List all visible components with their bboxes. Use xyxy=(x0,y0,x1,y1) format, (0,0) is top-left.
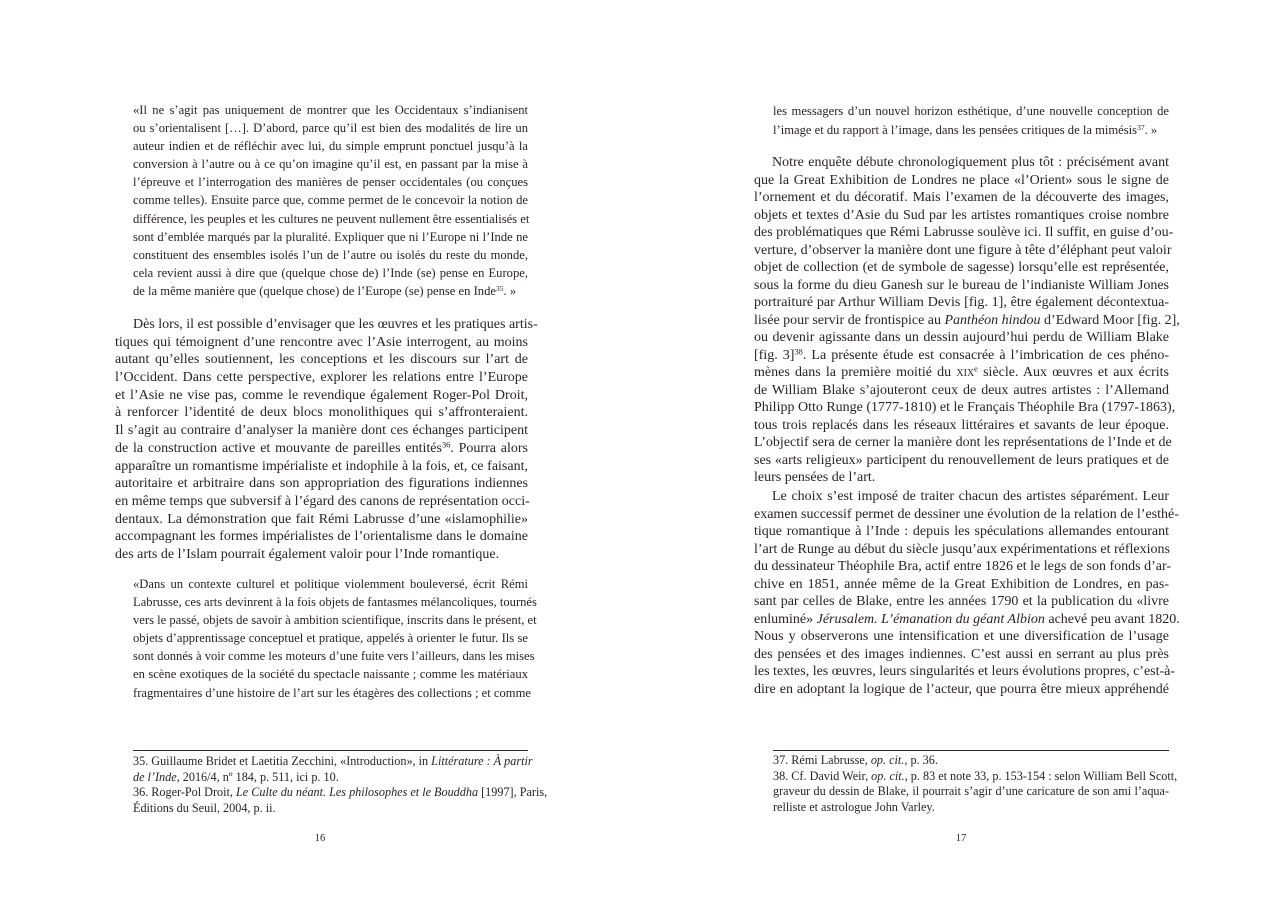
text-line xyxy=(133,575,528,593)
italic-text: Le Culte du néant. Les philosophes et le Bouddha xyxy=(236,785,479,800)
text-line xyxy=(133,593,537,611)
text-line xyxy=(754,663,1176,681)
superscript: e xyxy=(974,364,978,374)
text-run: examen successif permet de dessiner une évolution de la relation de l’esthé- xyxy=(754,506,1179,522)
text-run: 35. Guillaume Bridet et Laetitia Zecchini, «Introduction», in xyxy=(133,754,432,768)
text-line xyxy=(754,347,1169,365)
text-run: objets d’apprentissage conceptuel et pratique, appelés à orienter le futur. Ils se xyxy=(133,631,528,646)
text-run: en scène exotiques de la société du spectacle naissante ; comme les matériaux xyxy=(133,667,528,682)
text-run: «Dans un contexte culturel et politique violemment bouleversé, écrit Rémi xyxy=(133,577,528,591)
text-run: accompagnant les formes impérialistes de l’orientalisme dans le domaine xyxy=(115,529,528,545)
text-line xyxy=(754,469,1169,487)
text-line xyxy=(754,646,1169,664)
text-run: que la Great Exhibition de Londres ne place «l’Orient» sous le signe de xyxy=(754,172,1169,188)
text-line xyxy=(133,155,528,173)
text-run: [fig. 3] xyxy=(754,347,795,363)
text-line xyxy=(754,611,1180,629)
text-run: de William Blake s’ajouteront ceux de deux autres artistes : l’Allemand xyxy=(754,382,1169,398)
footnote-line xyxy=(133,754,533,770)
text-run: Éditions du Seuil, 2004, p. ii. xyxy=(133,801,276,816)
text-run: dentaux. La démonstration que fait Rémi Labrusse d’une «islamophilie» xyxy=(115,511,528,527)
italic-text: op. cit. xyxy=(871,768,905,783)
text-run: Nous y observerons une intensification et une diversification de l’usage xyxy=(754,629,1169,644)
text-line xyxy=(754,434,1172,452)
text-line xyxy=(115,493,528,511)
text-line xyxy=(133,191,528,209)
text-line xyxy=(754,541,1169,559)
text-line xyxy=(133,210,528,228)
text-line xyxy=(773,121,1169,140)
text-line xyxy=(754,259,1169,277)
text-run: [1997], Paris, xyxy=(478,785,548,800)
text-run: sont donnés à voir comme les moteurs d’une fuite vers l’ailleurs, dans les mises xyxy=(133,649,535,664)
footnote-divider xyxy=(773,750,1169,751)
text-line xyxy=(133,228,528,246)
text-run: Philipp Otto Runge (1777-1810) et le Français Théophile Bra (1797-1863), xyxy=(754,400,1176,415)
text-line xyxy=(115,528,528,546)
text-run: leurs pensées de l’art. xyxy=(754,470,876,485)
text-run: les textes, les œuvres, leurs singularités et leurs évolutions propres, c’est-à- xyxy=(754,664,1176,679)
text-run: constituent des ensembles isolés l’un de l’autre ou isolés du reste du monde, xyxy=(133,247,528,262)
text-run: tique romantique à l’Inde : depuis les spéculations allemandes entourant xyxy=(754,524,1169,539)
text-line xyxy=(754,593,1169,611)
text-run: verture, d’observer la manière dont une figure à tête d’éléphant peut valoir xyxy=(754,242,1172,258)
text-line xyxy=(115,316,538,334)
text-run: sous la forme du dieu Ganesh sur le bureau de l’indianiste William Jones xyxy=(754,277,1169,293)
text-run: 38. Cf. David Weir, xyxy=(773,768,872,783)
italic-text: de l’Inde xyxy=(133,769,177,784)
superscript: 35 xyxy=(495,283,504,293)
text-run: enluminé» xyxy=(754,611,817,627)
text-run: l’épreuve et l’interrogation des manières de penser occidentales (ou conçues xyxy=(133,175,528,190)
text-run: 36. Roger-Pol Droit, xyxy=(133,785,237,800)
text-run: autoritaire et arbitraire dans son appropriation des figurations indiennes xyxy=(115,476,528,492)
text-run: auteur indien et de réfléchir avec lui, du simple emprunt ponctuel jusqu’à la xyxy=(133,139,528,154)
text-run: L’objectif sera de cerner la manière dont les représentations de l’Inde et de xyxy=(754,435,1172,450)
text-run: de la même manière que (quelque chose) de l’Europe (se) pense en Inde xyxy=(133,283,496,298)
text-run: et l’Asie ne vise pas, comme le revendique également Roger-Pol Droit, xyxy=(115,387,528,403)
text-line xyxy=(115,387,528,405)
text-line xyxy=(133,246,528,264)
text-run: Dès lors, il est possible d’envisager que les œuvres et les pratiques artis- xyxy=(133,317,538,332)
footnote-line xyxy=(133,785,548,801)
text-line xyxy=(754,399,1176,417)
superscript: 38 xyxy=(794,346,803,356)
text-run: . » xyxy=(503,283,517,298)
footnote-line xyxy=(773,800,1169,816)
text-line xyxy=(133,629,528,647)
text-line xyxy=(754,506,1179,524)
text-line xyxy=(115,351,528,369)
text-run: . » xyxy=(1144,123,1158,137)
text-run: d’Edward Moor [fig. 2], xyxy=(1040,312,1180,328)
text-line xyxy=(754,488,1169,506)
text-run: en même temps que subversif à l’égard des canons de représentation occi- xyxy=(115,493,530,509)
text-line xyxy=(754,558,1169,576)
text-run: Notre enquête débute chronologiquement plus tôt : précisément avant xyxy=(772,155,1169,170)
text-line xyxy=(115,369,528,387)
text-run: vers le passé, objets de savoir à ambition scientifique, inscrits dans le présent, et xyxy=(133,613,537,628)
text-run: lisée pour servir de frontispice au xyxy=(754,312,945,328)
italic-text: op. cit. xyxy=(870,753,905,767)
text-run: portraituré par Arthur William Devis [fig. 1], être également décontextua- xyxy=(754,295,1169,310)
text-run: l’Occident. Dans cette perspective, explorer les relations entre l’Europe xyxy=(115,370,528,386)
text-line xyxy=(754,224,1174,242)
block-quote-continuation xyxy=(773,102,1169,140)
text-line xyxy=(754,382,1169,400)
text-run: , p. 83 et note 33, p. 153-154 : selon William Bell Scott, xyxy=(904,768,1178,783)
text-run: apparaître un romantisme impérialiste et indophile à la fois, et, ce faisant, xyxy=(115,458,528,474)
text-run: mènes dans la première moitié du xyxy=(754,365,957,380)
text-line xyxy=(133,173,528,191)
text-run: ses «arts religieux» participent du renouvellement de leurs pratiques et de xyxy=(754,452,1169,468)
text-line xyxy=(754,242,1172,260)
text-line xyxy=(133,137,528,155)
text-run: fragmentaires d’une histoire de l’art sur les étagères des collections ; et comme xyxy=(133,685,531,700)
text-run: sont d’emblée marqués par la pluralité. Expliquer que ni l’Europe ni l’Inde ne xyxy=(133,229,528,244)
body-paragraph xyxy=(115,316,538,564)
body-paragraph xyxy=(754,488,1180,698)
text-run: . Pourra alors xyxy=(450,440,528,456)
text-line xyxy=(115,404,528,422)
text-run: graveur du dessin de Blake, il pourrait s’agir d’une caricature de son ami l’aqua- xyxy=(773,784,1169,799)
text-run: Le choix s’est imposé de traiter chacun des artistes séparément. Leur xyxy=(772,489,1169,504)
footnote-divider xyxy=(133,750,528,751)
footnote-line xyxy=(773,753,1169,769)
text-line xyxy=(754,452,1169,470)
footnote-line xyxy=(773,784,1169,800)
text-line xyxy=(115,440,528,458)
footnote-line xyxy=(133,770,528,786)
text-run: siècle. Aux œuvres et aux écrits xyxy=(977,365,1169,380)
text-run: Il s’agit au contraire d’analyser la manière dont ces échanges participent xyxy=(115,423,528,439)
small-caps-text: xix xyxy=(956,365,975,380)
text-run: ou devenir agissante dans un dessin aujourd’hui perdu de William Blake xyxy=(754,330,1169,345)
text-run: cela revient aussi à dire que (quelque chose de) l’Inde (se) pense en Europe, xyxy=(133,265,528,280)
page-number: 16 xyxy=(314,833,326,844)
right-page xyxy=(641,0,1282,904)
text-line xyxy=(754,628,1169,646)
text-line xyxy=(754,417,1169,435)
text-run: des problématiques que Rémi Labrusse soulève ici. Il suffit, en guise d’ou- xyxy=(754,225,1174,240)
body-paragraph xyxy=(754,154,1180,487)
text-run: de la construction active et mouvante de pareilles entités xyxy=(115,440,442,456)
text-line xyxy=(754,681,1169,699)
block-quote-labrusse xyxy=(133,575,537,702)
text-line xyxy=(133,611,537,629)
text-run: l’art de Runge au début du siècle jusqu’aux expérimentations et réflexions xyxy=(754,541,1170,557)
text-run: différence, les peuples et les cultures ne peuvent nullement être essentialisés et xyxy=(133,211,530,226)
text-run: objet de collection (et de symbole de sagesse) lorsqu’elle est représentée, xyxy=(754,260,1169,275)
text-run: relliste et astrologue John Varley. xyxy=(773,800,935,815)
footnote-line xyxy=(773,768,1178,785)
text-line xyxy=(754,329,1169,347)
italic-text: Jérusalem. L’émanation du géant Albion xyxy=(816,611,1045,627)
text-line xyxy=(133,282,528,300)
footnote-line xyxy=(133,801,528,817)
text-line xyxy=(754,294,1169,312)
text-line xyxy=(754,364,1169,382)
text-line xyxy=(115,546,528,564)
text-run: 37. Rémi Labrusse, xyxy=(773,753,871,767)
text-run: achevé peu avant 1820. xyxy=(1044,611,1180,627)
text-run: . La présente étude est consacrée à l’imbrication de ces phéno- xyxy=(802,347,1169,363)
text-line xyxy=(754,207,1169,225)
text-line xyxy=(133,647,535,665)
text-line xyxy=(754,576,1169,594)
page-number: 17 xyxy=(955,833,967,844)
text-run: les messagers d’un nouvel horizon esthétique, d’une nouvelle conception de xyxy=(773,104,1169,118)
italic-text: Panthéon hindou xyxy=(944,312,1041,328)
text-run: des arts de l’Islam pourrait également valoir pour l’Inde romantique. xyxy=(115,546,500,562)
text-line xyxy=(133,101,528,119)
text-run: l’image et du rapport à l’image, dans les pensées critiques de la mimésis xyxy=(773,123,1138,137)
text-line xyxy=(133,665,528,683)
text-run: à renforcer l’identité de deux blocs monolithiques qui s’affronteraient. xyxy=(115,405,528,421)
text-line xyxy=(133,264,528,282)
text-line xyxy=(754,277,1169,295)
text-run: tiques qui témoignent d’une rencontre avec l’Asie interrogent, au moins xyxy=(115,334,528,350)
text-line xyxy=(754,312,1180,330)
text-run: autant qu’elles soutiennent, les conceptions et les discours sur l’art de xyxy=(115,352,528,368)
text-run: comme telles). Ensuite parce que, comme permet de le concevoir la notion de xyxy=(133,193,528,208)
text-run: , p. 36. xyxy=(904,753,938,767)
text-run: Labrusse, ces arts devinrent à la fois objets de fantasmes mélancoliques, tournés xyxy=(133,595,537,610)
text-run: chive en 1851, année même de la Great Exhibition de Londres, en pas- xyxy=(754,576,1169,592)
text-run: du dessinateur Théophile Bra, actif entre 1826 et le legs de son fonds d’ar- xyxy=(754,559,1171,574)
text-run: «Il ne s’agit pas uniquement de montrer que les Occidentaux s’indianisent xyxy=(133,103,528,117)
text-run: dire en adoptant la logique de l’acteur, que pourra être mieux appréhendé xyxy=(754,681,1169,697)
text-run: objets et textes d’Asie du Sud par les artistes romantiques croise nombre xyxy=(754,207,1169,223)
text-line xyxy=(115,475,528,493)
footnotes xyxy=(773,753,1178,816)
text-line xyxy=(115,334,528,352)
text-line xyxy=(115,458,528,476)
text-line xyxy=(773,102,1169,121)
footnotes xyxy=(133,754,548,817)
text-line xyxy=(115,511,528,529)
text-run: sant par celles de Blake, entre les années 1790 et la publication du «livre xyxy=(754,594,1169,609)
text-run: ou s’orientalisent […]. D’abord, parce qu’il est bien des modalités de lire un xyxy=(133,121,528,136)
text-line xyxy=(133,119,528,137)
text-run: conversion à l’autre ou à ce qu’on imagine qu’il est, en passant par la mise à xyxy=(133,157,528,172)
text-line xyxy=(754,172,1169,190)
text-run: , 2016/4, nº 184, p. 511, ici p. 10. xyxy=(176,769,339,784)
superscript: 36 xyxy=(441,440,451,450)
text-line xyxy=(754,523,1169,541)
text-run: l’ornement et du décoratif. Mais l’examen de la découverte des images, xyxy=(754,190,1169,205)
italic-text: Littérature : À partir xyxy=(431,754,533,768)
text-line xyxy=(754,154,1169,172)
text-line xyxy=(754,189,1169,207)
text-run: tous trois replacés dans les réseaux littéraires et savants de leur époque. xyxy=(754,417,1169,433)
block-quote-labrusse-bridet xyxy=(133,101,528,300)
text-line xyxy=(115,422,528,440)
superscript: 37 xyxy=(1137,122,1145,132)
text-run: des pensées et des images indiennes. C’est aussi en serrant au plus près xyxy=(754,646,1169,662)
text-line xyxy=(133,684,531,702)
